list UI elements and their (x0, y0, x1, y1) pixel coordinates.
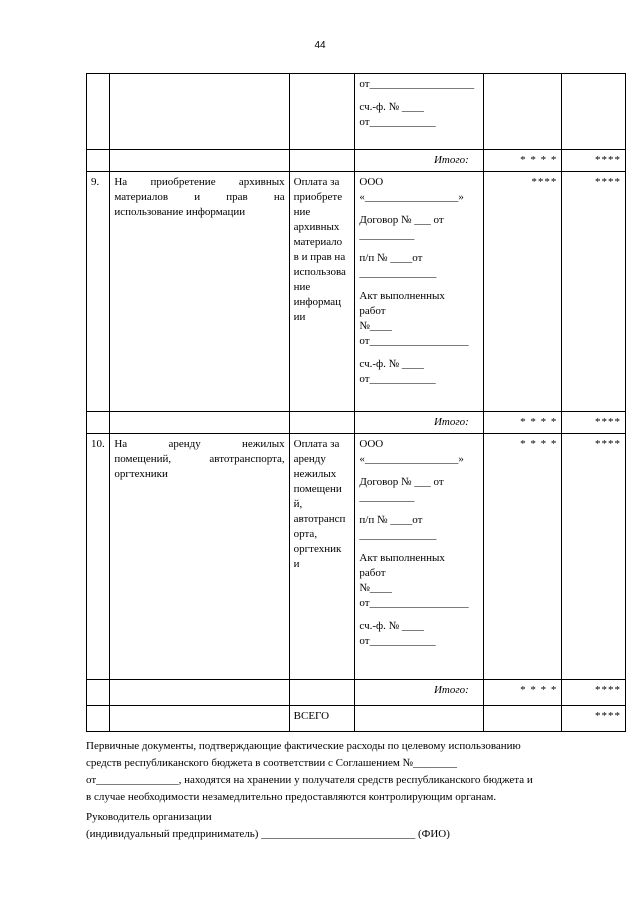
subtotal-col5: * * * * (483, 150, 562, 172)
row-col5: **** (483, 172, 562, 412)
row-description: На приобретение архивных материалов и прав на использование информации (110, 172, 289, 412)
subtotal-col5: * * * * (483, 680, 562, 706)
subtotal-col6: **** (562, 412, 626, 434)
grand-total-row (87, 706, 626, 732)
subtotal-col6: **** (562, 150, 626, 172)
grand-total-label: ВСЕГО (289, 706, 355, 732)
row-col6: **** (562, 434, 626, 680)
subtotal-col5: * * * * (483, 412, 562, 434)
row-col6: **** (562, 172, 626, 412)
payment-purpose: Оплата за аренду нежилых помещени й, автотрансп орта, оргтехник и (289, 434, 355, 680)
documents-cell: от___________________ сч.-ф. № ____ от____________ (355, 74, 483, 150)
grand-total-col6: **** (562, 706, 626, 732)
row-number: 10. (87, 434, 110, 680)
subtotal-col6: **** (562, 680, 626, 706)
footer-note: Первичные документы, подтверждающие фактические расходы по целевому использованию средств республиканского бюджета в соответствии с Соглашением №________ от_______________, находятся на хранении у получателя средств республиканского бюджета и в случае необходимости незамедлительно предоставляются контролирующим органам. (86, 740, 533, 803)
table-row (87, 74, 626, 150)
signature-block: Руководитель организации (индивидуальный предприниматель) ____________________________ (ФИО) (86, 811, 450, 840)
subtotal-row (87, 412, 626, 434)
documents-cell: ООО «_________________» Договор № ___ от __________ п/п № ____от ______________ Акт выполненных работ №____ от__________________ сч.-ф. № ____ от____________ (355, 172, 483, 412)
row-number: 9. (87, 172, 110, 412)
table-row (87, 172, 626, 412)
expense-table (86, 73, 626, 732)
row-description: На аренду нежилых помещений, автотранспорта, оргтехники (110, 434, 289, 680)
subtotal-label: Итого: (355, 680, 483, 706)
page-number: 44 (314, 40, 326, 51)
subtotal-row (87, 680, 626, 706)
subtotal-label: Итого: (355, 412, 483, 434)
documents-cell: ООО «_________________» Договор № ___ от __________ п/п № ____от ______________ Акт выполненных работ №____ от__________________ сч.-ф. № ____ от____________ (355, 434, 483, 680)
row-col5: * * * * (483, 434, 562, 680)
subtotal-row (87, 150, 626, 172)
table-row (87, 434, 626, 680)
payment-purpose: Оплата за приобрете ние архивных материало в и прав на использова ние информац ии (289, 172, 355, 412)
subtotal-label: Итого: (355, 150, 483, 172)
